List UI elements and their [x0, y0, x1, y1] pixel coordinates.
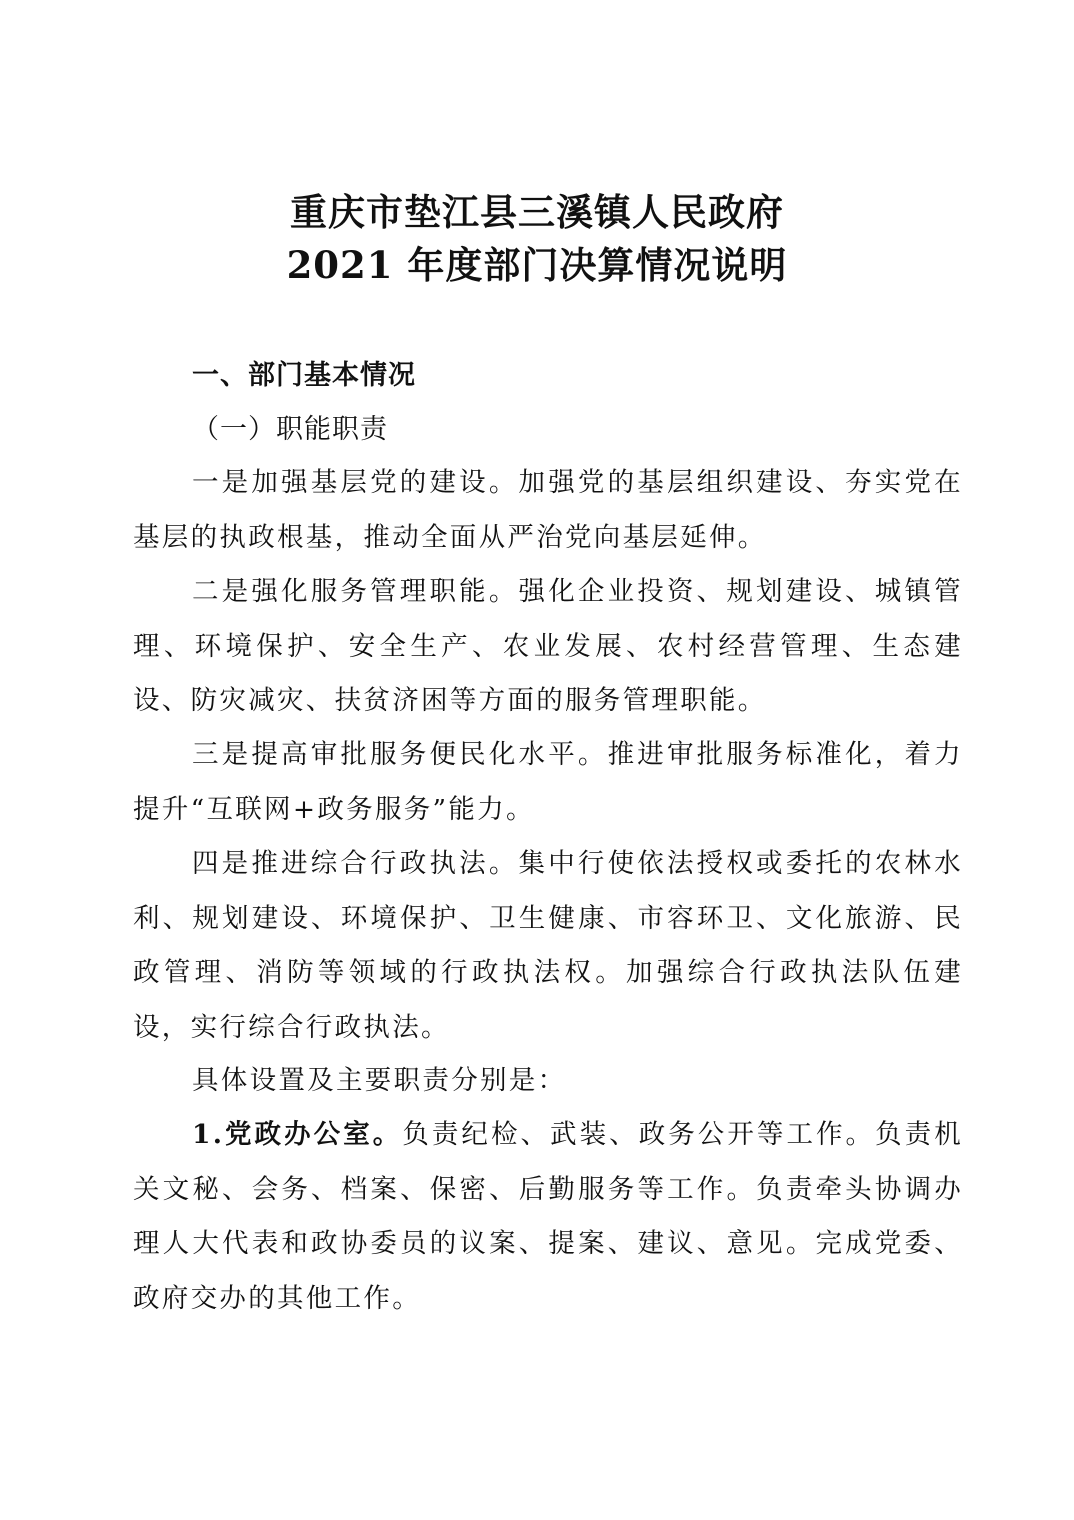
paragraph-approval-service: 三是提高审批服务便民化水平。推进审批服务标准化，着力提升“互联网+政务服务”能力。: [133, 739, 963, 825]
document-title-line-2: 2021 年度部门决算情况说明: [286, 243, 788, 287]
paragraph-service-management: 二是强化服务管理职能。强化企业投资、规划建设、城镇管理、环境保护、安全生产、农业发展、农村经营管理、生态建设、防灾减灾、扶贫济困等方面的服务管理职能。: [133, 576, 963, 716]
document-title-line-1: 重庆市垫江县三溪镇人民政府: [290, 190, 784, 234]
paragraph-office-duties: [133, 1108, 963, 1326]
paragraph-setup-intro: 具体设置及主要职责分别是：: [192, 1065, 567, 1096]
office-item-lead: 1.党政办公室。: [192, 1119, 403, 1150]
office-item-text: 负责纪检、武装、政务公开等工作。负责机关文秘、会务、档案、保密、后勤服务等工作。负责牵头协调办理人大代表和政协委员的议案、提案、建议、意见。完成党委、政府交办的其他工作。: [133, 1119, 963, 1314]
subsection-heading: （一）职能职责: [192, 414, 388, 445]
section-heading: 一、部门基本情况: [192, 360, 416, 391]
paragraph-law-enforcement: 四是推进综合行政执法。集中行使依法授权或委托的农林水利、规划建设、环境保护、卫生健康、市容环卫、文化旅游、民政管理、消防等领域的行政执法权。加强综合行政执法队伍建设，实行综合行政执法。: [133, 848, 963, 1043]
paragraph-party-building: 一是加强基层党的建设。加强党的基层组织建设、夯实党在基层的执政根基，推动全面从严治党向基层延伸。: [133, 467, 963, 553]
